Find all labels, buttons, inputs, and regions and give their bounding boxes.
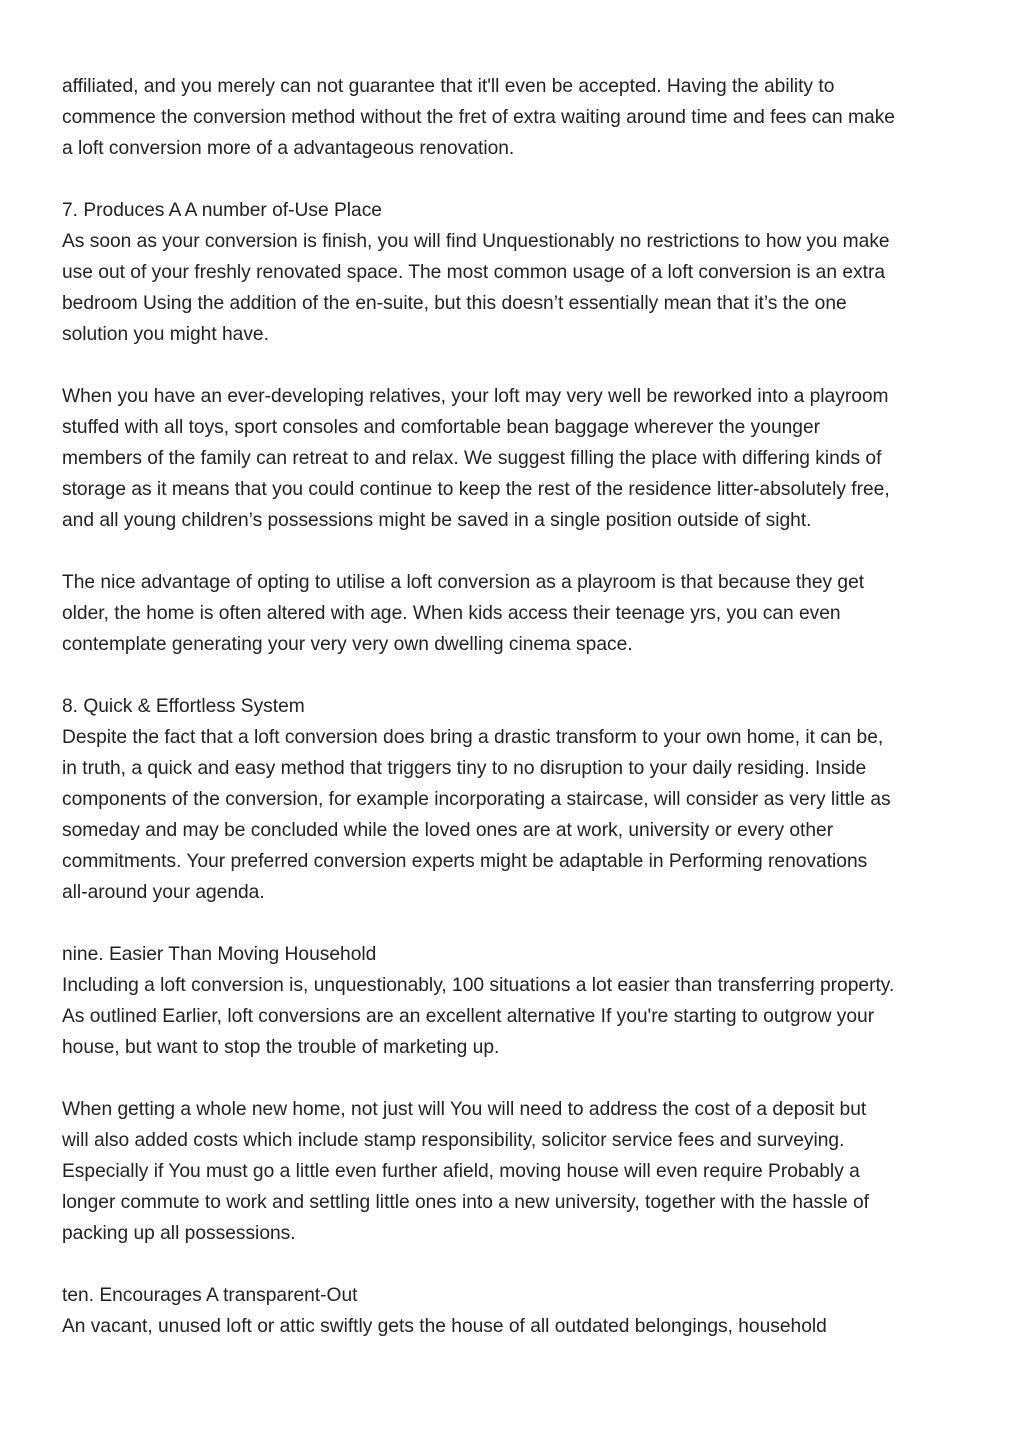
text-line: commence the conversion method without the fret of extra waiting around time and fees can make — [62, 107, 895, 128]
text-line: older, the home is often altered with age. When kids access their teenage yrs, you can even — [62, 603, 841, 624]
text-line: An vacant, unused loft or attic swiftly gets the house of all outdated belongings, household — [62, 1316, 827, 1337]
text-line: contemplate generating your very very own dwelling cinema space. — [62, 634, 633, 655]
paragraph-advantage — [62, 567, 972, 660]
text-line: commitments. Your preferred conversion experts might be adaptable in Performing renovations — [62, 851, 868, 872]
section-10 — [62, 1280, 972, 1342]
paragraph-spacer — [62, 164, 972, 195]
paragraph-spacer — [62, 908, 972, 939]
paragraph-spacer — [62, 660, 972, 691]
text-line: As soon as your conversion is finish, you will find Unquestionably no restrictions to how you make — [62, 231, 890, 252]
text-line: members of the family can retreat to and relax. We suggest filling the place with differing kinds of — [62, 448, 882, 469]
section-heading: 8. Quick & Effortless System — [62, 696, 305, 717]
text-line: The nice advantage of opting to utilise a loft conversion as a playroom is that because they get — [62, 572, 865, 593]
text-line: components of the conversion, for example incorporating a staircase, will consider as very little as — [62, 789, 891, 810]
section-9 — [62, 939, 972, 1063]
paragraph-spacer — [62, 350, 972, 381]
section-heading: nine. Easier Than Moving Household — [62, 944, 377, 965]
paragraph-playroom — [62, 381, 972, 536]
text-line: someday and may be concluded while the loved ones are at work, university or every other — [62, 820, 834, 841]
paragraph-spacer — [62, 1063, 972, 1094]
text-line: When you have an ever-developing relatives, your loft may very well be reworked into a playroom — [62, 386, 889, 407]
text-line: Especially if You must go a little even further afield, moving house will even require Probably a — [62, 1161, 860, 1182]
paragraph-spacer — [62, 536, 972, 567]
text-line: will also added costs which include stamp responsibility, solicitor service fees and surveying. — [62, 1130, 845, 1151]
text-line: Despite the fact that a loft conversion does bring a drastic transform to your own home, it can be, — [62, 727, 884, 748]
text-line: affiliated, and you merely can not guarantee that it'll even be accepted. Having the ability to — [62, 76, 835, 97]
text-line: all-around your agenda. — [62, 882, 265, 903]
section-heading: ten. Encourages A transparent-Out — [62, 1285, 358, 1306]
paragraph-intro — [62, 71, 972, 164]
text-line: in truth, a quick and easy method that triggers tiny to no disruption to your daily residing. Inside — [62, 758, 867, 779]
text-line: and all young children’s possessions might be saved in a single position outside of sight. — [62, 510, 812, 531]
section-8 — [62, 691, 972, 908]
text-line: use out of your freshly renovated space. The most common usage of a loft conversion is an extra — [62, 262, 886, 283]
text-line: a loft conversion more of a advantageous renovation. — [62, 138, 515, 159]
section-heading: 7. Produces A A number of-Use Place — [62, 200, 382, 221]
paragraph-spacer — [62, 1249, 972, 1280]
text-line: solution you might have. — [62, 324, 269, 345]
text-line: longer commute to work and settling little ones into a new university, together with the hassle of — [62, 1192, 870, 1213]
section-7 — [62, 195, 972, 350]
text-line: house, but want to stop the trouble of marketing up. — [62, 1037, 500, 1058]
text-line: Including a loft conversion is, unquestionably, 100 situations a lot easier than transferring property. — [62, 975, 895, 996]
text-line: bedroom Using the addition of the en-suite, but this doesn’t essentially mean that it’s the one — [62, 293, 847, 314]
text-line: As outlined Earlier, loft conversions are an excellent alternative If you're starting to outgrow your — [62, 1006, 875, 1027]
text-line: storage as it means that you could continue to keep the rest of the residence litter-absolutely free, — [62, 479, 890, 500]
document-page — [62, 71, 972, 1342]
text-line: When getting a whole new home, not just will You will need to address the cost of a deposit but — [62, 1099, 867, 1120]
text-line: packing up all possessions. — [62, 1223, 296, 1244]
paragraph-new-home — [62, 1094, 972, 1249]
text-line: stuffed with all toys, sport consoles and comfortable bean baggage wherever the younger — [62, 417, 821, 438]
